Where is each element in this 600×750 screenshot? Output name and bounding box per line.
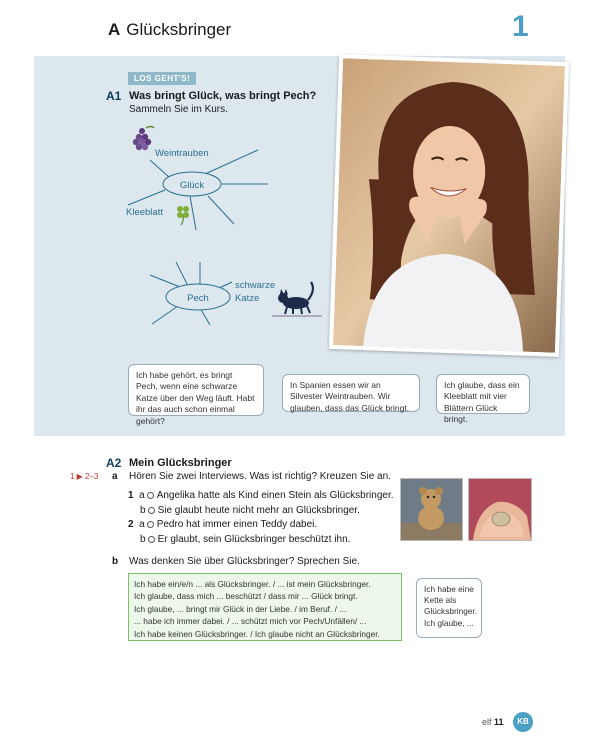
page-number: 11 [494,717,504,727]
teddy-bear-photo [400,478,463,541]
chapter-number: 1 [512,10,529,43]
phrase-line: Ich habe keinen Glücksbringer. / Ich glaube nicht an Glücksbringer. [134,628,380,639]
item-1a: 1 a Angelika hatte als Kind einen Stein als Glücksbringer. [128,490,394,501]
a1-number: A1 [106,89,122,103]
los-gehts-tag: LOS GEHT'S! [128,72,196,85]
kb-badge: KB [513,712,533,732]
part-a-letter: a [112,471,118,482]
section-letter: A [108,20,121,39]
phrase-line: Ich habe ein/e/n ... als Glücksbringer. / ... ist mein Glücksbringer. [134,579,371,589]
part-b-letter: b [112,556,119,567]
page-footer [482,717,504,727]
woman-photo [329,54,569,357]
checkbox-1a[interactable] [147,492,154,499]
page-word: elf [482,717,492,727]
clover-icon [177,206,189,225]
speech-bubble-3: Ich glaube, dass ein Kleeblatt mit vier Blättern Glück bringt. [436,374,530,414]
part-a-instruction: Hören Sie zwei Interviews. Was ist richtig? Kreuzen Sie an. [129,471,391,482]
a2-title: Mein Glücksbringer [129,457,232,469]
checkbox-2a[interactable] [147,521,154,528]
a2-number: A2 [106,456,122,470]
checkbox-1b[interactable] [148,507,155,514]
item-2b: b Er glaubt, sein Glücksbringer beschützt ihn. [140,534,351,545]
glueck-label-weintrauben: Weintrauben [155,148,209,159]
pech-label-katze: Katze [235,293,260,304]
a1-title: Was bringt Glück, was bringt Pech? [129,90,317,102]
pech-center: Pech [187,293,209,304]
section-title: Glücksbringer [126,20,232,39]
phrase-line: ... habe ich immer dabei. / ... schützt mich vor Pech/Unfällen/ ... [134,616,367,627]
a1-subtitle: Sammeln Sie im Kurs. [129,104,228,115]
glueck-label-kleeblatt: Kleeblatt [126,207,163,218]
phrase-line: Ich glaube, ... bringt mir Glück in der Liebe. / im Beruf. / ... [134,603,347,614]
phrase-line: Ich glaube, dass mich ... beschützt / dass mir ... Glück bringt. [134,591,358,602]
item-1b: b Sie glaubt heute nicht mehr an Glücksbringer. [140,505,360,516]
checkbox-2b[interactable] [148,536,155,543]
black-cat-icon [272,282,322,316]
mindmap-pech [150,262,322,325]
pech-label-schwarze: schwarze [235,280,276,291]
speech-bubble-1: Ich habe gehört, es bringt Pech, wenn eine schwarze Katze über den Weg läuft. Habt ihr das auch schon einmal gehört? [128,364,264,416]
phrase-box [128,573,402,641]
side-speech-bubble: Ich habe eine Kette als Glücksbringer. Ich glaube, ... [416,578,482,638]
part-b-instruction: Was denken Sie über Glücksbringer? Sprechen Sie. [129,556,360,567]
mindmap-glueck [126,127,268,231]
speech-bubble-2: In Spanien essen wir an Silvester Weintrauben. Wir glauben, dass das Glück bringt. [282,374,420,412]
hands-stone-photo [468,478,532,541]
glueck-center: Glück [179,180,205,191]
item-2a: 2 a Pedro hat immer einen Teddy dabei. [128,519,318,530]
audio-reference[interactable]: 1 ▶ 2–3 [70,472,99,481]
grapes-icon [133,127,154,151]
